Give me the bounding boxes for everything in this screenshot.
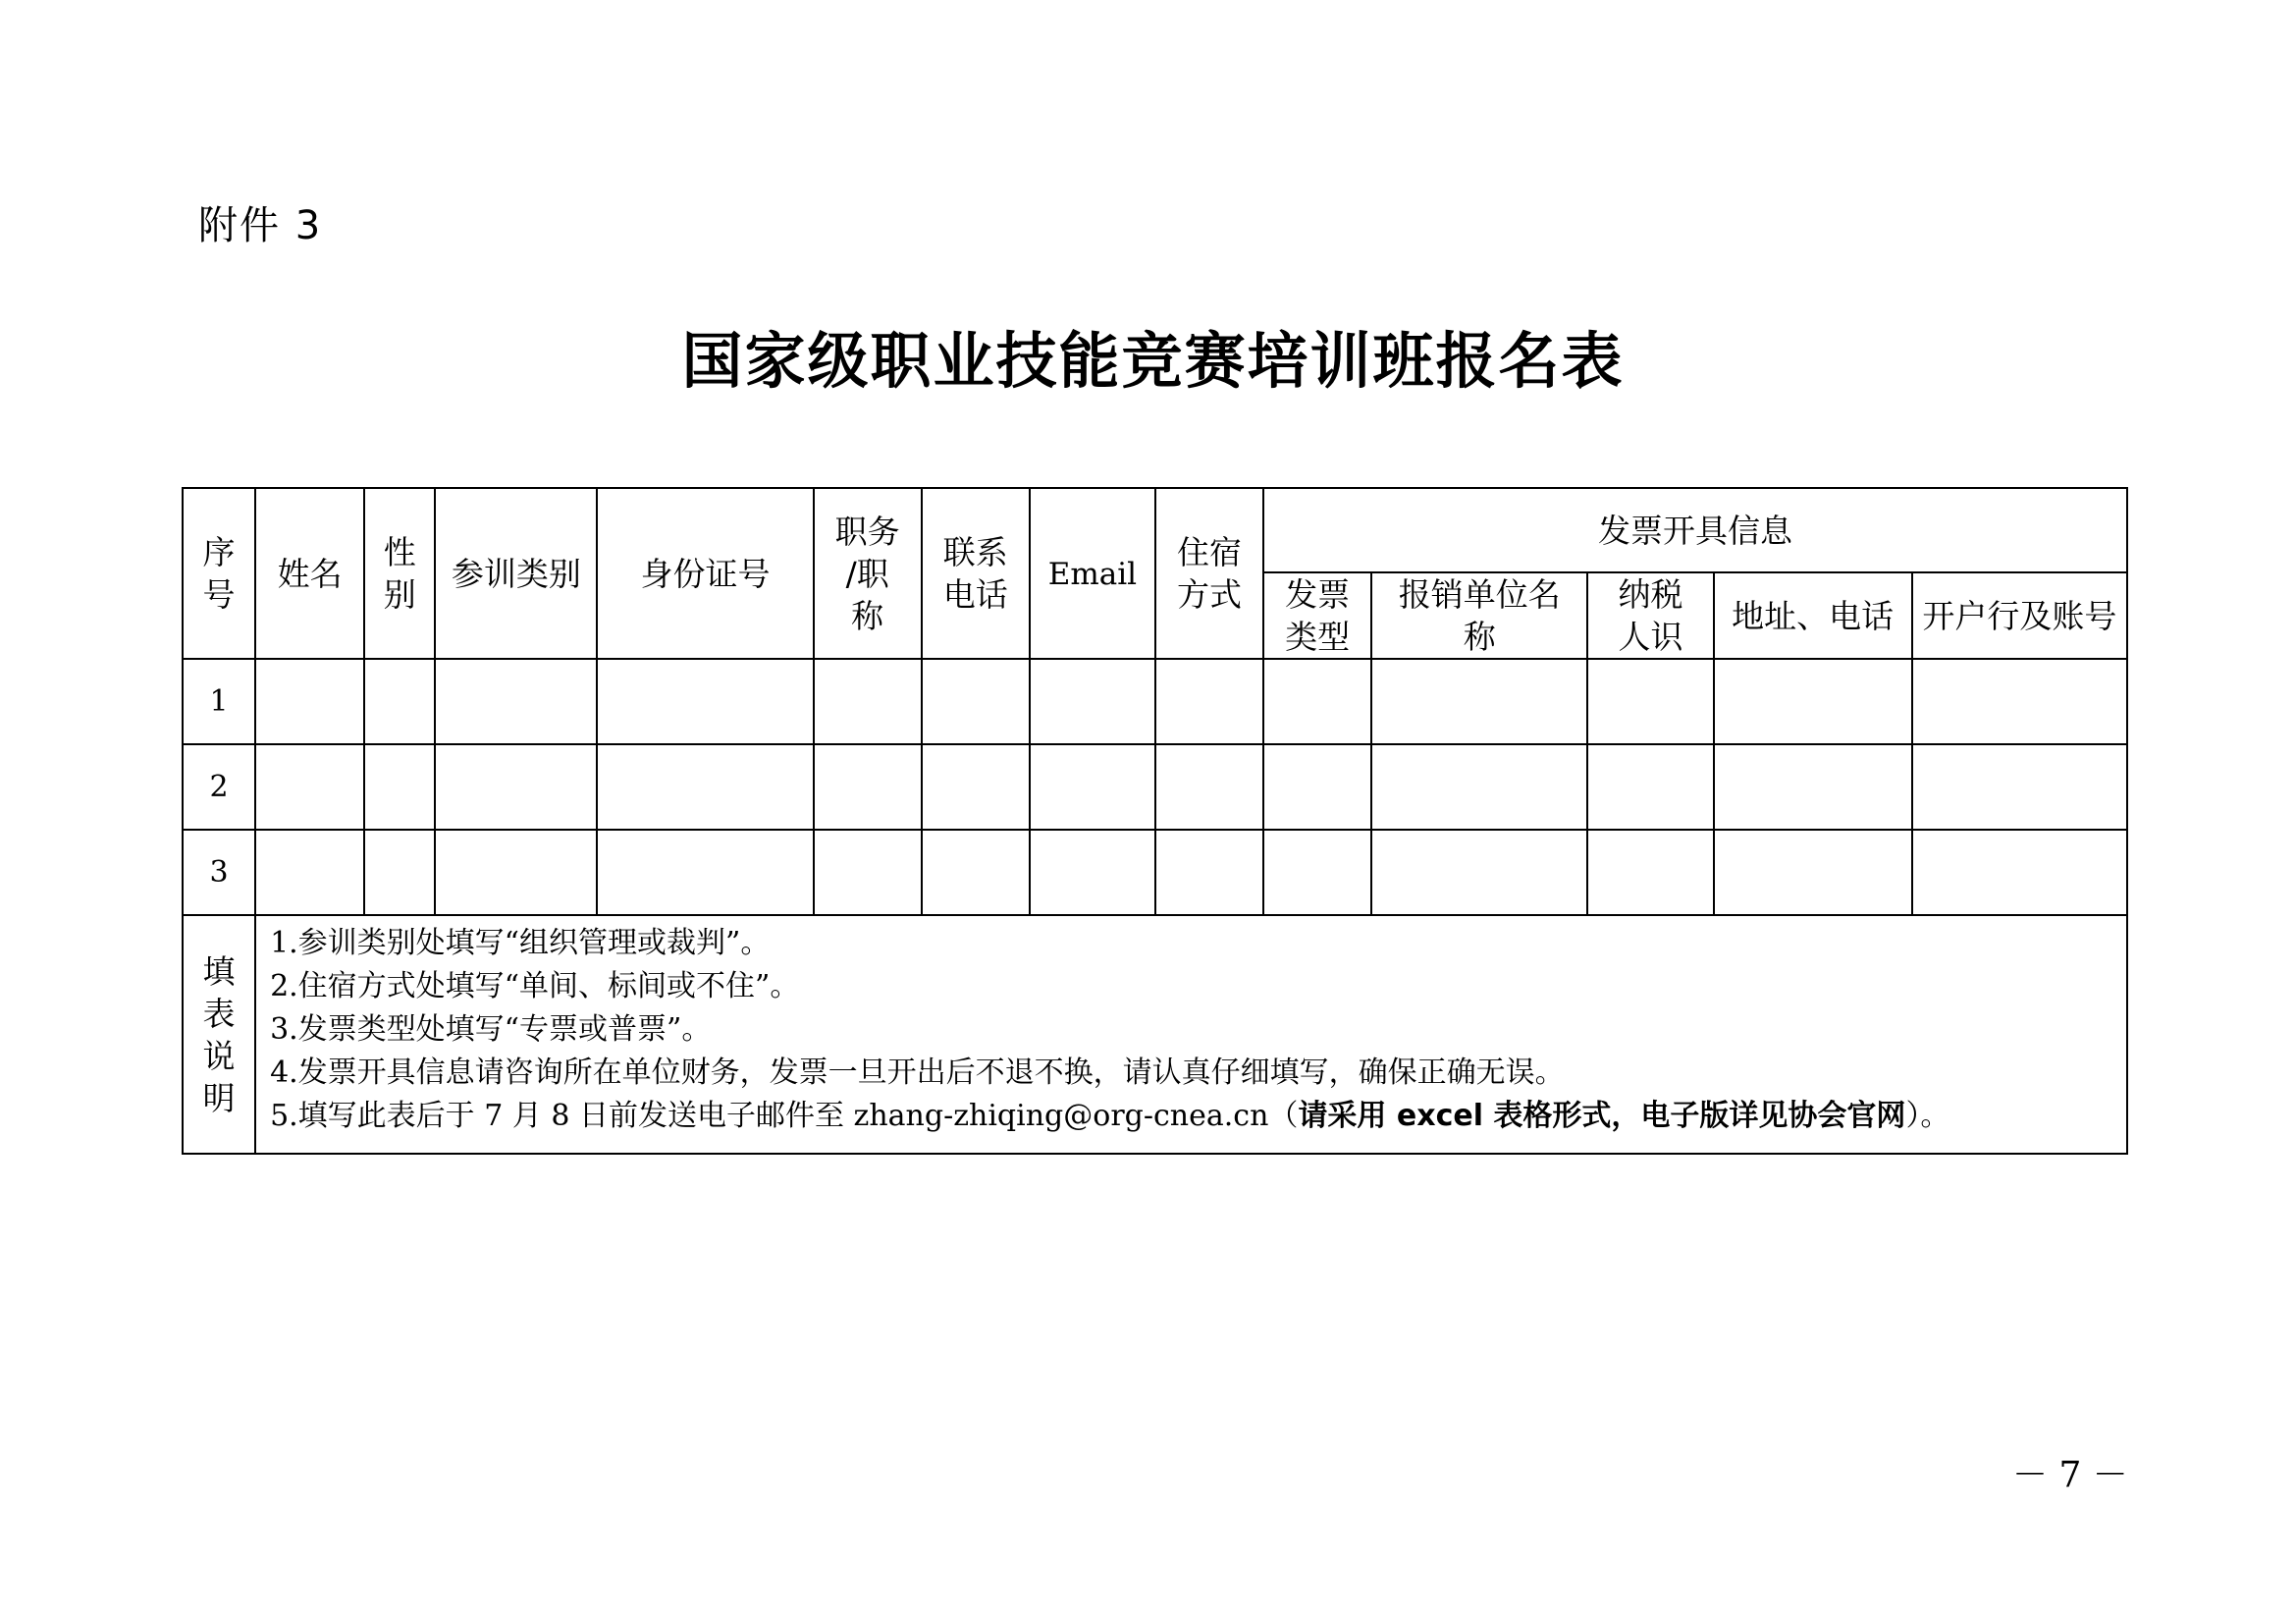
- header-seq: 序 号: [183, 488, 255, 659]
- input-cell[interactable]: [1155, 744, 1263, 830]
- attachment-label: 附件 3: [198, 203, 323, 248]
- input-cell[interactable]: [814, 830, 922, 915]
- page-number: － 7 －: [2012, 1455, 2128, 1495]
- table-row: [183, 744, 2127, 830]
- header-row: [183, 488, 2127, 572]
- input-cell[interactable]: [597, 744, 813, 830]
- input-cell[interactable]: [1155, 830, 1263, 915]
- input-cell[interactable]: [1030, 744, 1155, 830]
- input-cell[interactable]: [1587, 744, 1713, 830]
- header-address-phone: 地址、电话: [1714, 572, 1912, 659]
- input-cell[interactable]: [922, 830, 1030, 915]
- note-line: 2.住宿方式处填写“单间、标间或不住”。: [270, 969, 800, 1003]
- input-cell[interactable]: [1263, 744, 1371, 830]
- input-cell[interactable]: [1030, 659, 1155, 744]
- input-cell[interactable]: [814, 659, 922, 744]
- header-name: 姓名: [255, 488, 364, 659]
- input-cell[interactable]: [1714, 830, 1912, 915]
- table-row: [183, 659, 2127, 744]
- input-cell[interactable]: [255, 744, 364, 830]
- header-category: 参训类别: [435, 488, 597, 659]
- input-cell[interactable]: [435, 830, 597, 915]
- header-id-number: 身份证号: [597, 488, 813, 659]
- input-cell[interactable]: [1912, 659, 2127, 744]
- input-cell[interactable]: [1587, 659, 1713, 744]
- input-cell[interactable]: [922, 744, 1030, 830]
- header-taxpayer-id: 纳税 人识: [1587, 572, 1713, 659]
- input-cell[interactable]: [1912, 830, 2127, 915]
- input-cell[interactable]: [364, 830, 435, 915]
- input-cell[interactable]: [1263, 830, 1371, 915]
- input-cell[interactable]: [1371, 830, 1587, 915]
- header-invoice-group: 发票开具信息: [1263, 488, 2127, 572]
- note-line: 3.发票类型处填写“专票或普票”。: [270, 1012, 712, 1047]
- header-lodging: 住宿 方式: [1155, 488, 1263, 659]
- input-cell[interactable]: [1155, 659, 1263, 744]
- row-number: 1: [183, 659, 255, 744]
- input-cell[interactable]: [814, 744, 922, 830]
- header-bank-account: 开户行及账号: [1912, 572, 2127, 659]
- input-cell[interactable]: [364, 744, 435, 830]
- input-cell[interactable]: [435, 659, 597, 744]
- header-email: Email: [1030, 488, 1155, 659]
- note-line: 1.参训类别处填写“组织管理或裁判”。: [270, 926, 771, 960]
- header-position: 职务 /职 称: [814, 488, 922, 659]
- input-cell[interactable]: [1030, 830, 1155, 915]
- header-reimburse-unit: 报销单位名 称: [1371, 572, 1587, 659]
- table-row: [183, 830, 2127, 915]
- input-cell[interactable]: [1371, 659, 1587, 744]
- input-cell[interactable]: [255, 830, 364, 915]
- notes-content: [255, 915, 2127, 1154]
- input-cell[interactable]: [597, 659, 813, 744]
- note-line: 4.发票开具信息请咨询所在单位财务，发票一旦开出后不退不换，请认真仔细填写，确保正确无误。: [270, 1056, 1565, 1090]
- input-cell[interactable]: [1263, 659, 1371, 744]
- input-cell[interactable]: [922, 659, 1030, 744]
- note-line-email: [270, 1095, 2126, 1138]
- registration-table: [182, 487, 2128, 1155]
- input-cell[interactable]: [597, 830, 813, 915]
- input-cell[interactable]: [1371, 744, 1587, 830]
- input-cell[interactable]: [1912, 744, 2127, 830]
- row-number: 2: [183, 744, 255, 830]
- input-cell[interactable]: [1714, 744, 1912, 830]
- input-cell[interactable]: [364, 659, 435, 744]
- note5-prefix: 5.填写此表后于 7 月 8 日前发送电子邮件至 zhang-zhiqing@org-cnea.cn（: [270, 1099, 1299, 1133]
- note5-bold: 请采用 excel 表格形式，电子版详见协会官网: [1298, 1099, 1906, 1133]
- header-invoice-type: 发票 类型: [1263, 572, 1371, 659]
- header-gender: 性 别: [364, 488, 435, 659]
- header-phone: 联系 电话: [922, 488, 1030, 659]
- notes-label: 填 表 说 明: [183, 915, 255, 1154]
- input-cell[interactable]: [1714, 659, 1912, 744]
- form-title: 国家级职业技能竞赛培训班报名表: [681, 325, 1625, 397]
- notes-row: [183, 915, 2127, 1154]
- input-cell[interactable]: [1587, 830, 1713, 915]
- row-number: 3: [183, 830, 255, 915]
- note5-suffix: ）。: [1905, 1099, 1950, 1133]
- input-cell[interactable]: [435, 744, 597, 830]
- input-cell[interactable]: [255, 659, 364, 744]
